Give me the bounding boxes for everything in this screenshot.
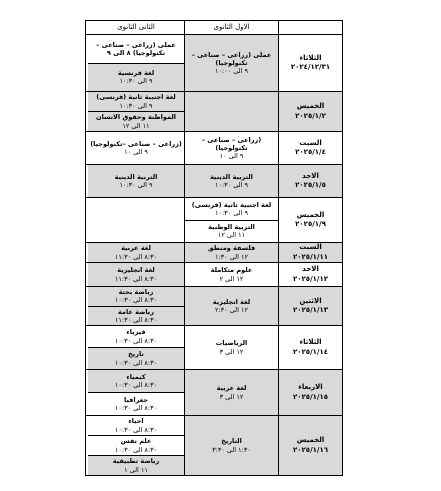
day-name: الاحد: [302, 171, 319, 180]
day-name: الثلاثاء: [299, 338, 322, 347]
day-name: السبت: [299, 243, 322, 252]
second-entry: [88, 348, 184, 369]
second-secondary-cell: [88, 92, 184, 131]
second-time: ٩ الى ١٠:٣٠: [119, 181, 153, 189]
first-time: ١٢ الى ٢:٣٠: [215, 306, 248, 314]
day-name: الخميس: [296, 210, 325, 219]
second-secondary-cell: [88, 243, 184, 262]
exam-date: ٢٠٢٥/١/١٢: [292, 274, 329, 283]
second-secondary-cell: [88, 198, 184, 242]
second-secondary-cell: [88, 416, 184, 475]
first-entry: [185, 221, 278, 243]
table-row: [86, 287, 342, 326]
first-secondary-cell: [184, 326, 278, 369]
second-entry: [88, 35, 184, 64]
first-entry: [185, 243, 278, 262]
header-second-secondary: الثانى الثانوى: [117, 23, 155, 32]
day-name: الخميس: [296, 102, 325, 111]
second-time: ٨:٣٠ الى ١٠:٣٠: [114, 381, 158, 389]
first-time: ٩ الى ١٠: [219, 152, 244, 161]
first-subject: التاريخ: [221, 437, 242, 446]
second-entry: [88, 112, 184, 131]
table-header-row: [86, 21, 342, 35]
day-cell: [278, 263, 342, 286]
first-time: ١٢ الى ٣: [219, 347, 244, 356]
second-time: ٨:٣٠ الى ١١:٣٠: [114, 274, 158, 283]
first-entry: [185, 132, 278, 164]
second-time: ١١ الى ١: [124, 465, 148, 474]
first-entry: [185, 198, 278, 221]
second-time: ٩ الى ١٠:٣٠: [119, 101, 153, 110]
second-time: ٨:٣٠ الى ١٠:٣٠: [114, 445, 158, 454]
first-entry: [185, 416, 278, 475]
first-time: ٩ الى ١٠:٠٠: [215, 67, 248, 76]
first-time: ١٢ الى ٢: [219, 274, 244, 283]
second-time: ٨:٣٠ الى ١٠:٣٠: [114, 425, 158, 434]
second-subject: رياضة تطبيقية: [112, 457, 160, 466]
table-row: [86, 243, 342, 263]
day-cell: [278, 35, 342, 91]
first-secondary-cell: [184, 165, 278, 197]
exam-date: ٢٠٢٤/١٢/٣١: [290, 63, 331, 71]
second-subject: عملى (زراعى – صناعى – تكنولوجيا) ٨ الى ٩: [96, 40, 176, 57]
second-time: ٨:٣٠ الى ١٠:٣٠: [114, 358, 158, 367]
first-secondary-cell: [184, 243, 278, 262]
second-subject: المواطنة وحقوق الانسان: [96, 113, 176, 122]
second-entry: [88, 436, 184, 456]
second-secondary-cell: [88, 287, 184, 325]
first-subject: فلسفة ومنطق: [207, 244, 256, 253]
second-subject: جغرافيا: [124, 395, 148, 404]
second-subject: لغة عربية: [121, 244, 151, 253]
second-entry: [88, 64, 184, 92]
second-subject: لغة انجليزية: [117, 266, 155, 275]
first-secondary-cell: [184, 287, 278, 325]
second-subject: لغة فرنسية: [117, 69, 155, 78]
second-entry: [88, 263, 184, 286]
table-row: [86, 92, 342, 132]
second-time: ٨:٣٠ الى ١٠:٣٠: [114, 296, 158, 305]
first-subject: التربية الدينية: [210, 172, 253, 181]
second-time: ٨:٣٠ الى ١١:٣٠: [114, 315, 158, 324]
exam-date: ٢٠٢٥/١/١١: [292, 252, 329, 261]
day-cell: [278, 243, 342, 262]
second-subject: التربية الدينية: [114, 172, 158, 181]
first-subject: التربية الوطنية: [208, 223, 255, 232]
day-name: السبت: [299, 138, 322, 147]
header-first-secondary: الاول الثانوى: [213, 23, 250, 32]
first-subject: علوم متكاملة: [210, 266, 253, 275]
second-entry: [88, 393, 184, 415]
table-row: [86, 370, 342, 416]
first-entry: [185, 326, 278, 369]
second-entry: [88, 307, 184, 326]
first-time: ٩ الى ١٠:٣٠: [215, 208, 248, 217]
table-row: [86, 198, 342, 243]
first-secondary-cell: [184, 370, 278, 415]
second-subject: فيزياء: [126, 328, 146, 337]
first-secondary-cell: [184, 92, 278, 131]
table-row: [86, 263, 342, 287]
day-cell: [278, 165, 342, 197]
exam-date: ٢٠٢٥/١/١٣: [292, 306, 329, 314]
second-entry: [88, 370, 184, 393]
exam-date: ٢٠٢٥/١/١٥: [292, 392, 329, 401]
first-time: ١٢ الى ٣: [219, 392, 244, 401]
first-secondary-cell: [184, 416, 278, 475]
second-subject: علم نفس: [120, 437, 152, 446]
first-time: ٩ الى ١٠:٣٠: [215, 181, 248, 189]
day-cell: [278, 132, 342, 164]
second-time: ٨:٣٠ الى ١٠:٣٠: [114, 404, 158, 412]
table-row: [86, 35, 342, 92]
day-cell: [278, 92, 342, 131]
second-entry: [88, 243, 184, 262]
first-time: ١١ الى ١٢: [217, 231, 246, 240]
second-secondary-cell: [88, 35, 184, 91]
exam-date: ٢٠٢٥/١/١٤: [292, 347, 329, 356]
day-cell: [278, 370, 342, 415]
table-row: [86, 132, 342, 165]
first-subject: (زراعى – صناعى –تكنولوجيا): [201, 135, 262, 152]
table-row: [86, 416, 342, 475]
second-secondary-cell: [88, 263, 184, 286]
exam-date: ٢٠٢٥/١/١٦: [292, 445, 329, 454]
second-entry: [88, 326, 184, 348]
second-time: ٨:٣٠ الى ١٠:٣٠: [114, 336, 158, 345]
first-subject: عملى (زراعى – صناعى – تكنولوجيا): [191, 50, 272, 67]
day-name: الثلاثاء: [299, 53, 322, 62]
day-name: الاربعاء: [298, 383, 323, 392]
second-entry: [88, 456, 184, 475]
first-time: ١٢ الى ١:٣٠: [215, 252, 248, 261]
day-cell: [278, 416, 342, 475]
second-entry: [88, 132, 184, 164]
second-subject: رياضة عامة: [118, 307, 154, 316]
first-subject: لغة اجنبية ثانية (فرنسى): [191, 200, 272, 209]
first-entry: [185, 263, 278, 286]
second-subject: كيمياء: [126, 372, 146, 381]
second-entry: [88, 92, 184, 112]
second-time: ٩ الى ١٠: [124, 148, 148, 156]
second-secondary-cell: [88, 326, 184, 369]
exam-date: ٢٠٢٥/١/٥: [295, 181, 326, 189]
day-name: الاثنين: [299, 296, 322, 305]
first-entry: [185, 165, 278, 197]
day-name: الاحد: [302, 265, 319, 274]
exam-date: ٢٠٢٥/١/٩: [295, 220, 326, 228]
table-row: [86, 326, 342, 370]
second-entry: [88, 416, 184, 436]
exam-date: ٢٠٢٥/١/٢: [295, 111, 326, 120]
day-cell: [278, 326, 342, 369]
day-name: الخميس: [296, 436, 325, 445]
second-subject: (زراعى – صناعى –تكنولوجيا): [90, 139, 182, 148]
first-subject: لغة انجليزية: [212, 297, 251, 306]
second-subject: لغة اجنبية ثانية (فرنسى): [96, 93, 176, 102]
first-time: ١:٣٠ الى ٣:٣٠: [212, 445, 251, 454]
exam-date: ٢٠٢٥/١/٤: [295, 148, 326, 156]
first-entry: [185, 370, 278, 415]
exam-schedule-table: [85, 20, 343, 476]
day-cell: [278, 198, 342, 242]
table-row: [86, 165, 342, 198]
first-entry: [185, 287, 278, 325]
second-time: ٨:٣٠ الى ١١:٣٠: [114, 252, 158, 261]
first-entry: [185, 35, 278, 91]
second-subject: رياضة بحتة: [118, 288, 154, 297]
second-time: ٩ الى ١٠:٣٠: [119, 77, 153, 86]
first-secondary-cell: [184, 35, 278, 91]
first-subject: لغة عربية: [216, 384, 247, 393]
day-cell: [278, 287, 342, 325]
second-secondary-cell: [88, 370, 184, 415]
first-secondary-cell: [184, 132, 278, 164]
second-secondary-cell: [88, 165, 184, 197]
first-secondary-cell: [184, 263, 278, 286]
second-entry: [88, 287, 184, 307]
second-subject: احياء: [128, 417, 144, 426]
second-subject: تاريخ: [128, 350, 144, 359]
first-secondary-cell: [184, 198, 278, 242]
second-secondary-cell: [88, 132, 184, 164]
second-time: ١١ الى ١٢: [122, 121, 150, 130]
first-subject: الرياضيات: [215, 339, 248, 348]
second-entry: [88, 165, 184, 197]
header-day-cell: [278, 21, 342, 34]
